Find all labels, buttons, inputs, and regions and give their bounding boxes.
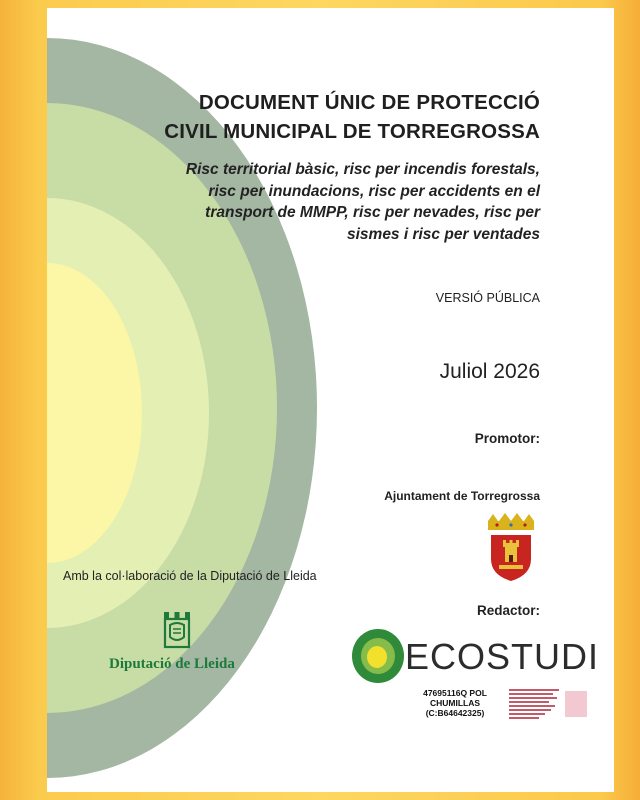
digital-signature-stamp	[509, 687, 587, 721]
diputacio-emblem-icon	[162, 611, 192, 651]
title-line-2: CIVIL MUNICIPAL DE TORREGROSSA	[164, 120, 540, 143]
torregrossa-coat-of-arms-icon	[481, 513, 541, 583]
version-label: VERSIÓ PÚBLICA	[435, 291, 540, 305]
signature-line-3: (C:B64642325)	[425, 708, 485, 718]
ecostudi-name: ECOSTUDI	[405, 636, 600, 677]
subtitle-line-4: sismes i risc per ventades	[346, 225, 540, 243]
collaboration-text: Amb la col·laboració de la Diputació de Lleida	[63, 569, 317, 583]
promotor-name: Ajuntament de Torregrossa	[384, 489, 540, 503]
redactor-heading: Redactor:	[476, 603, 540, 618]
document-date: Juliol 2026	[439, 360, 540, 383]
title-line-1: DOCUMENT ÚNIC DE PROTECCIÓ	[198, 91, 540, 114]
diputacio-name: Diputació de Lleida	[109, 656, 235, 672]
subtitle-line-1: Risc territorial bàsic, risc per incendis forestals,	[185, 161, 540, 178]
subtitle-line-2: risc per inundacions, risc per accidents en el	[208, 182, 540, 200]
signature-line-2: CHUMILLAS	[429, 698, 481, 708]
subtitle-line-3: transport de MMPP, risc per nevades, risc per	[205, 204, 540, 221]
document-page	[47, 8, 614, 792]
document-subtitle	[120, 159, 540, 245]
signature-line-1: 47695116Q POL	[423, 688, 487, 698]
signature-id	[405, 688, 505, 718]
ecostudi-logo-icon	[350, 627, 406, 685]
document-title	[70, 88, 540, 146]
promotor-heading: Promotor:	[474, 431, 540, 446]
